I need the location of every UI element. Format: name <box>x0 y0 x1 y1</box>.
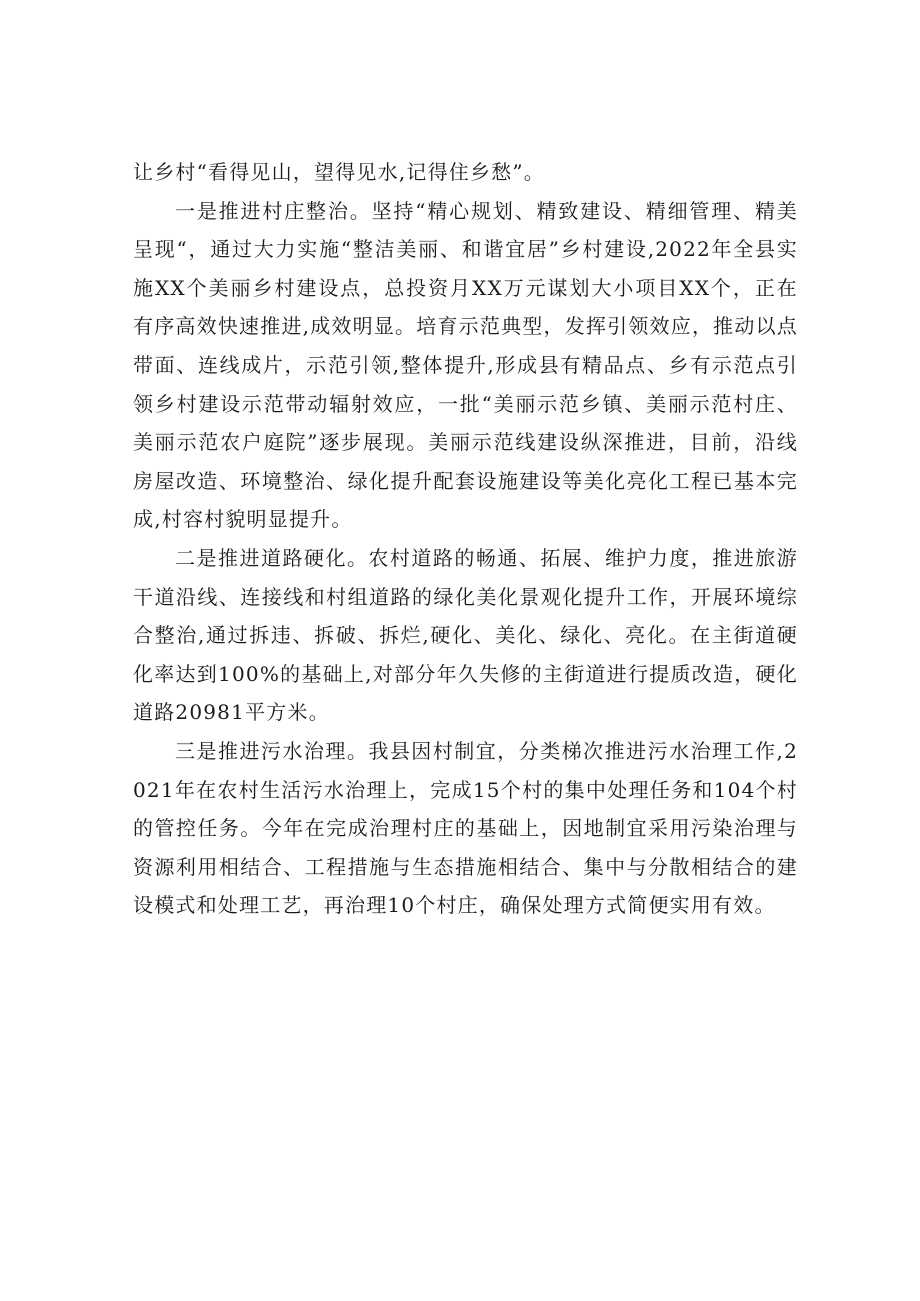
paragraph-sewage-treatment: 三是推进污水治理。我县因村制宜，分类梯次推进污水治理工作,2021年在农村生活污水治理上，完成15个村的集中处理任务和104个村的管控任务。今年在完成治理村庄的基础上，因地制宜采用污染治理与资源利用相结合、工程措施与生态措施相结合、集中与分散相结合的建设模式和处理工艺，再治理10个村庄，确保处理方式简便实用有效。 <box>133 738 798 918</box>
paragraph-intro-tail: 让乡村“看得见山，望得见水,记得住乡愁”。 <box>133 160 546 184</box>
paragraph-road-hardening: 二是推进道路硬化。农村道路的畅通、拓展、维护力度，推进旅游干道沿线、连接线和村组道路的绿化美化景观化提升工作，开展环境综合整治,通过拆违、拆破、拆烂,硬化、美化、绿化、亮化。在主街道硬化率达到100%的基础上,对部分年久失修的主街道进行提质改造，硬化道路20981平方米。 <box>133 545 798 725</box>
paragraph-village-renovation: 一是推进村庄整治。坚持“精心规划、精致建设、精细管理、精美呈现“，通过大力实施“整洁美丽、和谐宜居”乡村建设,2022年全县实施XX个美丽乡村建设点，总投资月XX万元谋划大小项目XX个，正在有序高效快速推进,成效明显。培育示范典型，发挥引领效应，推动以点带面、连线成片，示范引领,整体提升,形成县有精品点、乡有示范点引领乡村建设示范带动辐射效应，一批“美丽示范乡镇、美丽示范村庄、美丽示范农户庭院”逐步展现。美丽示范线建设纵深推进，目前，沿线房屋改造、环境整治、绿化提升配套设施建设等美化亮化工程已基本完成,村容村貌明显提升。 <box>133 198 798 532</box>
document-body <box>133 153 798 925</box>
